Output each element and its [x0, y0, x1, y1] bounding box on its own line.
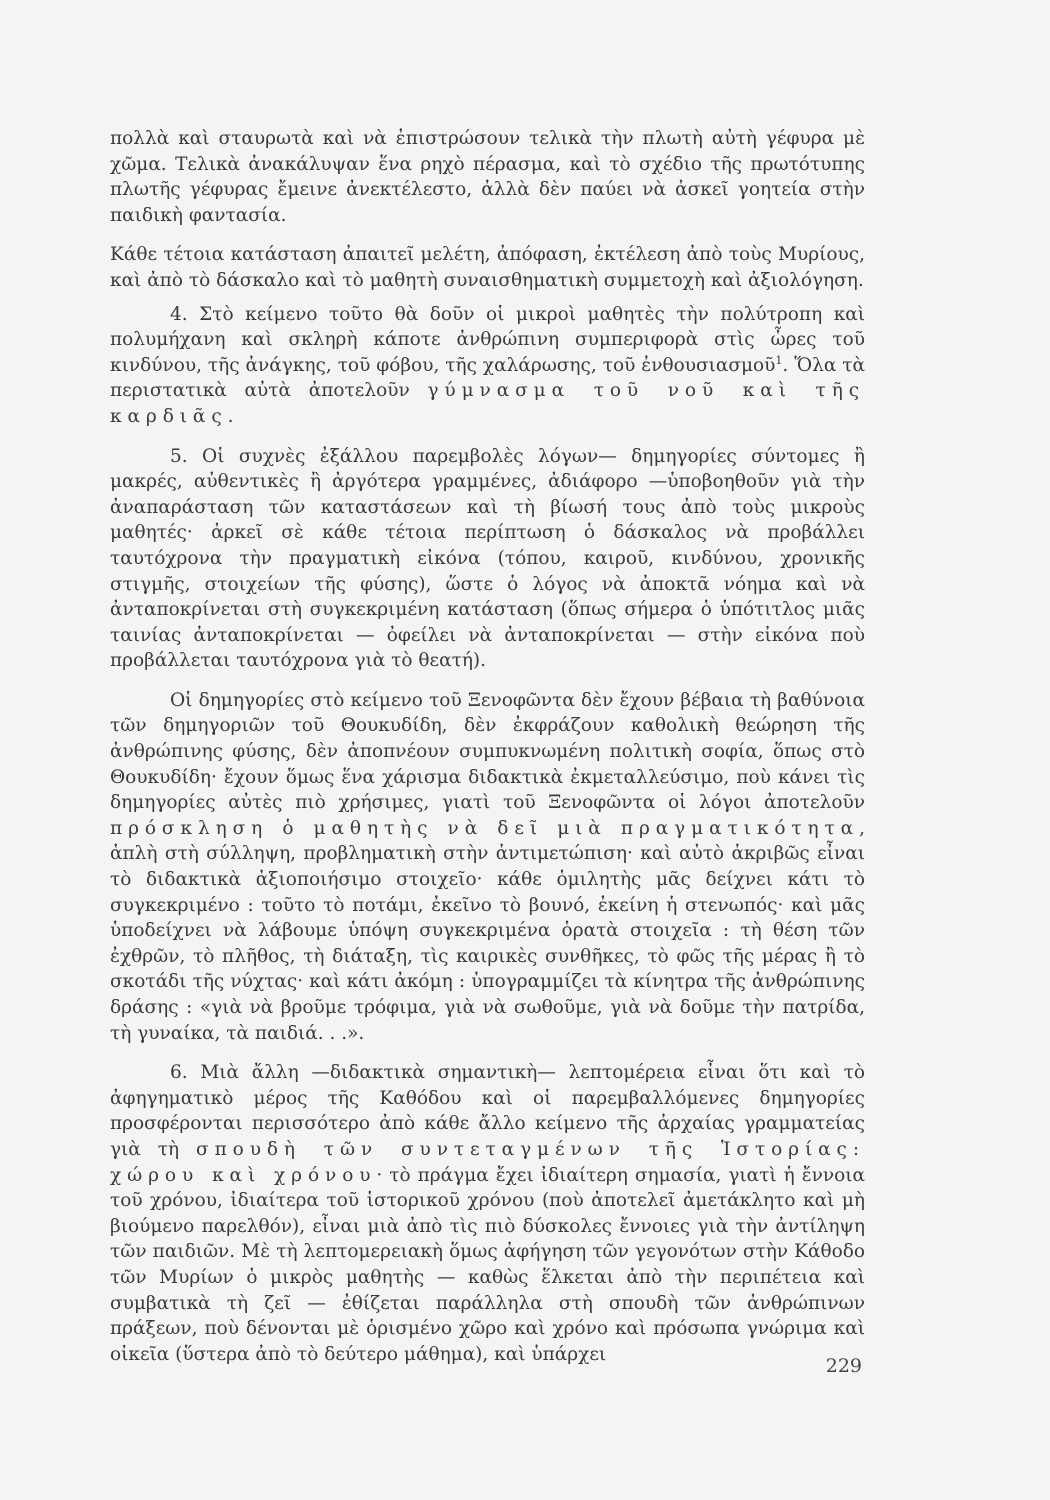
paragraph-6-text-b: · τὸ πράγμα ἔχει ἰδιαίτερη σημασία, γιατὶ ἡ ἔννοια τοῦ χρόνου, ἰδιαίτερα τοῦ ἱστορικοῦ χρόνου (ποὺ ἀποτελεῖ ἀμετάκλητο καὶ μὴ βιούμενο παρελθόν), εἶναι μιὰ ἀπὸ τὶς πιὸ δύσκολες ἔννοιες γιὰ τὴν ἀντίληψη τῶν παιδιῶν. Μὲ τὴ λεπτομερειακὴ ὅμως ἀφήγηση τῶν γεγονότων στὴν Κάθοδο τῶν Μυρίων ὁ μικρὸς μαθητὴς — καθὼς ἕλκεται ἀπὸ τὴν περιπέτεια καὶ συμβατικὰ τὴ ζεῖ — ἐθίζεται παράλληλα στὴ σπουδὴ τῶν ἀνθρώπινων πράξεων, ποὺ δένονται μὲ ὁρισμένο χῶρο καὶ χρόνο καὶ πρόσωπα γνώριμα καὶ οἰκεῖα (ὕστερα ἀπὸ τὸ δεύτερο μάθημα), καὶ ὑπάρχει: [110, 1164, 865, 1365]
paragraph-situation: Κάθε τέτοια κατάσταση ἀπαιτεῖ μελέτη, ἀπόφαση, ἐκτέλεση ἀπὸ τοὺς Μυρίους, καὶ ἀπὸ τὸ δάσκαλο καὶ τὸ μαθητὴ συναισθηματικὴ συμμετοχὴ καὶ ἀξιολόγηση.: [110, 244, 865, 291]
paragraph-speeches-text-b: , ἁπλὴ στὴ σύλληψη, προβληματικὴ στὴν ἀντιμετώπιση· καὶ αὐτὸ ἀκριβῶς εἶναι τὸ διδακτικὰ ἀξιοποιήσιμο στοιχεῖο· κάθε ὁμιλητὴς μᾶς δείχνει κάτι τὸ συγκεκριμένο : τοῦτο τὸ ποτάμι, ἐκεῖνο τὸ βουνό, ἐκείνη ἡ στενωπός· καὶ μᾶς ὑποδείχνει νὰ λάβουμε ὑπόψη συγκεκριμένα ὁρατὰ στοιχεῖα : τὴ θέση τῶν ἐχθρῶν, τὸ πλῆθος, τὴ διάταξη, τὶς καιρικὲς συνθῆκες, τὸ φῶς τῆς μέρας ἢ τὸ σκοτάδι τῆς νύχτας· καὶ κάτι ἀκόμη : ὑπογραμμίζει τὰ κίνητρα τῆς ἀνθρώπινης δράσης : «γιὰ νὰ βροῦμε τρόφιμα, γιὰ νὰ σωθοῦμε, γιὰ νὰ δοῦμε τὴν πατρίδα, τὴ γυναίκα, τὰ παιδιά. . .».: [110, 817, 865, 1044]
paragraph-4-text-c: .: [227, 405, 234, 427]
paragraph-6: [110, 1060, 865, 1367]
paragraph-speeches: [110, 688, 865, 1046]
paragraph-4-text-a: 4. Στὸ κείμενο τοῦτο θὰ δοῦν οἱ μικροὶ μαθητὲς τὴν πολύτροπη καὶ πολυμήχανη καὶ σκληρὴ κάποτε ἀνθρώπινη συμπεριφορὰ στὶς ὧρες τοῦ κινδύνου, τῆς ἀνάγκης, τοῦ φόβου, τῆς χαλάρωσης, τοῦ ἐνθουσιασμοῦ: [110, 303, 865, 376]
spaced-emphasis: σπουδὴ τῶν συντεταγμένων τῆς Ἱστορίας: χώρου καὶ χρόνου: [110, 1138, 865, 1186]
footnote-marker: 1: [775, 353, 783, 367]
paragraph-bridge: πολλὰ καὶ σταυρωτὰ καὶ νὰ ἐπιστρώσουν τελικὰ τὴν πλωτὴ αὐτὴ γέφυρα μὲ χῶμα. Τελικὰ ἀνακάλυψαν ἕνα ρηχὸ πέρασμα, καὶ τὸ σχέδιο τῆς πρωτότυπης πλωτῆς γέφυρας ἔμεινε ἀνεκτέλεστο, ἀλλὰ δὲν παύει νὰ ἀσκεῖ γοητεία στὴν παιδικὴ φαντασία.: [110, 128, 865, 226]
paragraph-6-text-a: 6. Μιὰ ἄλλη —διδακτικὰ σημαντικὴ— λεπτομέρεια εἶναι ὅτι καὶ τὸ ἀφηγηματικὸ μέρος τῆς Καθόδου καὶ οἱ παρεμβαλλόμενες δημηγορίες προσφέρονται περισσότερο ἀπὸ κάθε ἄλλο κείμενο τῆς ἀρχαίας γραμματείας γιὰ τὴ: [110, 1062, 865, 1160]
paragraph-speeches-text-a: Οἱ δημηγορίες στὸ κείμενο τοῦ Ξενοφῶντα δὲν ἔχουν βέβαια τὴ βαθύνοια τῶν δημηγοριῶν τοῦ Θουκυδίδη, δὲν ἐκφράζουν καθολικὴ θεώρηση τῆς ἀνθρώπινης φύσης, δὲν ἀποπνέουν συμπυκνωμένη πολιτικὴ σοφία, ὅπως στὸ Θουκυδίδη· ἔχουν ὅμως ἕνα χάρισμα διδακτικὰ ἐκμεταλλεύσιμο, ποὺ κάνει τὶς δημηγορίες αὐτὲς πιὸ χρήσιμες, γιατὶ τοῦ Ξενοφῶντα οἱ λόγοι ἀποτελοῦν: [110, 689, 865, 814]
spaced-emphasis: γύμνασμα τοῦ νοῦ καὶ τῆς καρδιᾶς: [110, 380, 865, 427]
paragraph-4: [110, 302, 865, 430]
paragraph-5: 5. Οἱ συχνὲς ἐξάλλου παρεμβολὲς λόγων— δημηγορίες σύντομες ἢ μακρές, αὐθεντικὲς ἢ ἀργότερα γραμμένες, ἀδιάφορο —ὑποβοηθοῦν γιὰ τὴν ἀναπαράσταση τῶν καταστάσεων καὶ τὴ βίωσή τους ἀπὸ τοὺς μικροὺς μαθητές· ἀρκεῖ σὲ κάθε τέτοια περίπτωση ὁ δάσκαλος νὰ προβάλλει ταυτόχρονα τὴν πραγματικὴ εἰκόνα (τόπου, καιροῦ, κινδύνου, χρονικῆς στιγμῆς, στοιχείων τῆς φύσης), ὥστε ὁ λόγος νὰ ἀποκτᾶ νόημα καὶ νὰ ἀνταποκρίνεται στὴ συγκεκριμένη κατάσταση (ὅπως σήμερα ὁ ὑπότιτλος μιᾶς ταινίας ἀνταποκρίνεται — ὀφείλει νὰ ἀνταποκρίνεται — στὴν εἰκόνα ποὺ προβάλλεται ταυτόχρονα γιὰ τὸ θεατή).: [110, 445, 865, 672]
spaced-emphasis: πρόσκληση ὁ μαθητὴς νὰ δεῖ μιὰ πραγματικότητα: [110, 817, 860, 839]
body-text: [110, 126, 865, 1367]
page-number: 229: [825, 1355, 862, 1377]
paragraph-4-text-b: . Ὅλα τὰ περιστατικὰ αὐτὰ ἀποτελοῦν: [110, 354, 866, 402]
